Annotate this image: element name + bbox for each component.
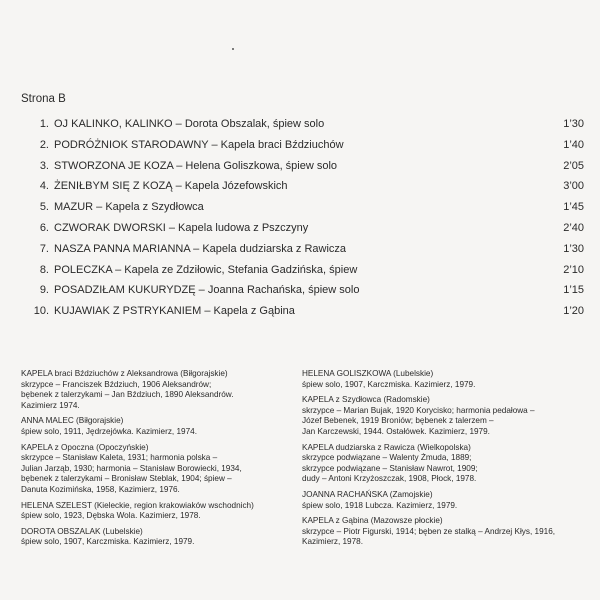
track-number: 7. xyxy=(39,242,49,255)
credit-line: Julian Jarząb, 1930; harmonia – Stanisław Borowiecki, 1934, xyxy=(21,463,242,473)
track-duration: 2’40 xyxy=(563,221,584,234)
track-row xyxy=(21,118,588,139)
credit-line: skrzypce – Marian Bujak, 1920 Korycisko; harmonia pedałowa – xyxy=(302,405,535,415)
credit-line: skrzypce – Piotr Figurski, 1914; bęben ze stalką – Andrzej Kłys, 1916, xyxy=(302,526,556,536)
credit-heading: HELENA SZELEST (Kieleckie, region krakowiaków wschodnich) xyxy=(21,500,254,510)
track-duration: 1’30 xyxy=(563,242,584,255)
credit-block xyxy=(21,527,291,548)
track-duration: 2’10 xyxy=(563,263,584,276)
credit-line: śpiew solo, 1907, Karczmiska. Kazimierz, 1979. xyxy=(302,379,476,389)
track-row xyxy=(21,222,588,243)
track-number: 9. xyxy=(39,284,49,297)
track-number: 10. xyxy=(33,305,49,318)
credit-line: śpiew solo, 1911, Jędrzejówka. Kazimierz, 1974. xyxy=(21,426,197,436)
credit-line: Danuta Kozimińska, 1958, Kazimierz, 1976. xyxy=(21,484,180,494)
credit-heading: KAPELA z Gąbina (Mazowsze płockie) xyxy=(302,516,443,526)
track-number: 3. xyxy=(39,159,49,172)
track-row xyxy=(21,139,588,160)
credit-line: Kazimierz 1974. xyxy=(21,400,80,410)
track-duration: 1’40 xyxy=(563,138,584,151)
track-number: 1. xyxy=(39,118,49,130)
track-row xyxy=(21,305,588,326)
side-label: Strona B xyxy=(21,93,66,105)
credit-line: Kazimierz, 1978. xyxy=(302,537,363,547)
credit-line: śpiew solo, 1907, Karczmiska. Kazimierz, 1979. xyxy=(21,537,195,547)
credit-block xyxy=(302,369,592,390)
track-title: POLECZKA – Kapela ze Zdziłowic, Stefania Gadzińska, śpiew xyxy=(54,263,358,276)
credit-heading: KAPELA z Opoczna (Opoczyńskie) xyxy=(21,442,149,452)
credit-line: śpiew solo, 1923, Dębska Wola. Kazimierz, 1978. xyxy=(21,511,201,521)
credit-heading: HELENA GOLISZKOWA (Lubelskie) xyxy=(302,369,434,378)
track-number: 6. xyxy=(39,221,49,234)
track-row xyxy=(21,201,588,222)
credit-heading: DOROTA OBSZALAK (Lubelskie) xyxy=(21,526,143,536)
credit-heading: KAPELA dudziarska z Rawicza (Wielkopolska) xyxy=(302,442,471,452)
track-title: STWORZONA JE KOZA – Helena Goliszkowa, śpiew solo xyxy=(54,159,338,172)
track-duration: 1’15 xyxy=(563,284,584,297)
print-dot xyxy=(232,48,234,50)
track-row xyxy=(21,180,588,201)
credit-block xyxy=(21,501,291,522)
track-duration: 1’45 xyxy=(563,201,584,214)
track-row xyxy=(21,284,588,305)
credit-line: skrzypce – Franciszek Bździuch, 1906 Aleksandrów; xyxy=(21,379,212,389)
credit-line: bębenek z talerzykami – Bronisław Steblak, 1904; śpiew – xyxy=(21,474,232,484)
track-number: 8. xyxy=(39,263,49,276)
track-row xyxy=(21,264,588,285)
track-title: MAZUR – Kapela z Szydłowca xyxy=(54,201,204,214)
track-duration: 1’30 xyxy=(563,118,584,130)
credit-line: Jan Karczewski, 1944. Ostałówek. Kazimierz, 1979. xyxy=(302,426,490,436)
track-number: 4. xyxy=(39,180,49,193)
credit-line: śpiew solo, 1918 Lubcza. Kazimierz, 1979. xyxy=(302,500,458,510)
credits-left-column xyxy=(21,369,291,553)
track-title: NASZA PANNA MARIANNA – Kapela dudziarska z Rawicza xyxy=(54,242,347,255)
credit-block xyxy=(302,490,592,511)
credit-line: Józef Bebenek, 1919 Broniów; bębenek z talerzem – xyxy=(302,416,494,426)
track-number: 2. xyxy=(39,138,49,151)
track-title: KUJAWIAK Z PSTRYKANIEM – Kapela z Gąbina xyxy=(54,305,295,318)
track-title: ŻENIŁBYM SIĘ Z KOZĄ – Kapela Józefowskich xyxy=(54,180,288,193)
track-title: PODRÓŻNIOK STARODAWNY – Kapela braci Bździuchów xyxy=(54,138,344,151)
credit-line: skrzypce – Stanisław Kaleta, 1931; harmonia polska – xyxy=(21,453,218,463)
credit-heading: ANNA MALEC (Biłgorajskie) xyxy=(21,416,124,426)
credit-block xyxy=(21,369,291,411)
credit-heading: JOANNA RACHAŃSKA (Zamojskie) xyxy=(302,489,433,499)
track-row xyxy=(21,160,588,181)
track-row xyxy=(21,243,588,264)
credit-block xyxy=(21,443,291,496)
credit-heading: KAPELA z Szydłowca (Radomskie) xyxy=(302,395,430,405)
track-title: OJ KALINKO, KALINKO – Dorota Obszalak, śpiew solo xyxy=(54,118,325,130)
credit-line: dudy – Antoni Krzyżoszczak, 1908, Płock, 1978. xyxy=(302,474,477,484)
track-title: POSADZIŁAM KUKURYDZĘ – Joanna Rachańska, śpiew solo xyxy=(54,284,360,297)
track-duration: 3’00 xyxy=(563,180,584,193)
credits-right-column xyxy=(302,369,592,553)
credit-line: skrzypce podwiązane – Stanisław Nawrot, 1909; xyxy=(302,463,478,473)
track-duration: 1’20 xyxy=(563,305,584,318)
track-duration: 2’05 xyxy=(563,159,584,172)
credit-block xyxy=(302,516,592,548)
track-number: 5. xyxy=(39,201,49,214)
track-list xyxy=(21,118,588,326)
credit-line: skrzypce podwiązane – Walenty Żmuda, 1889; xyxy=(302,453,472,463)
credit-block xyxy=(302,443,592,485)
credit-heading: KAPELA braci Bździuchów z Aleksandrowa (Biłgorajskie) xyxy=(21,369,228,378)
credit-block xyxy=(302,395,592,437)
credit-line: bębenek z talerzykami – Jan Bździuch, 1890 Aleksandrów. xyxy=(21,390,234,400)
credit-block xyxy=(21,416,291,437)
track-title: CZWORAK DWORSKI – Kapela ludowa z Pszczyny xyxy=(54,221,309,234)
